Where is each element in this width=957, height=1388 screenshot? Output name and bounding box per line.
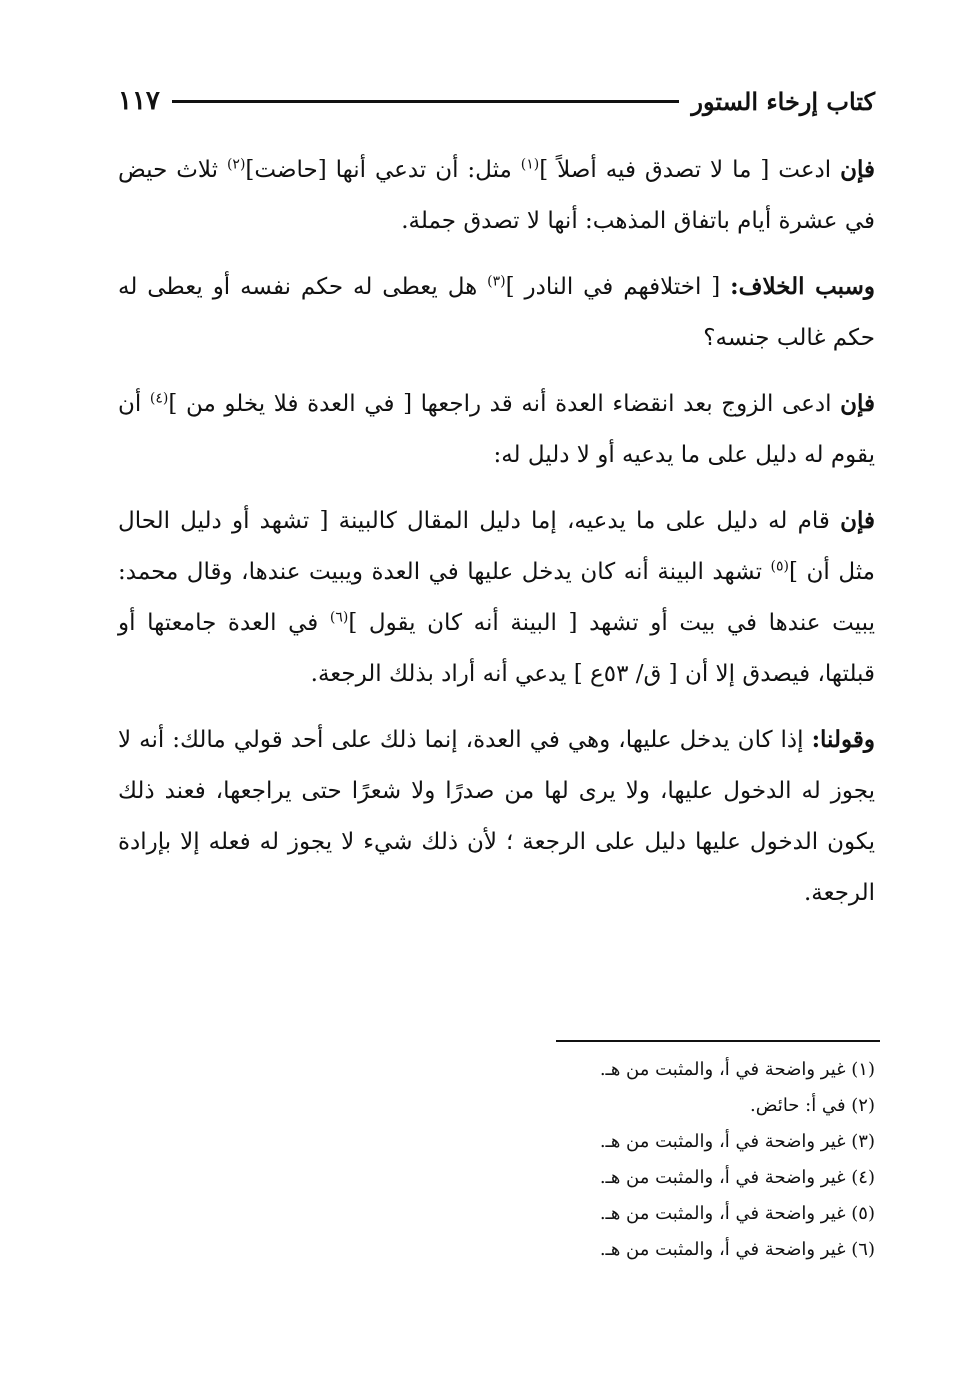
footnote-ref: (٣) xyxy=(487,273,506,290)
paragraph-text: [ اختلافهم في النادر ] xyxy=(505,274,731,300)
page-number: ١١٧ xyxy=(118,86,160,116)
header-rule xyxy=(172,100,679,103)
paragraph-5 xyxy=(118,714,875,919)
footnote-ref: (٢) xyxy=(226,156,246,173)
paragraph-4 xyxy=(118,495,875,700)
paragraph-text: في العدة جامعتها أو قبلتها، فيصدق إلا أن [ ق/ ٥٣ع ] يدعي أنه أراد بذلك الرجعة. xyxy=(118,610,875,687)
paragraph-text: تشهد البينة أنه كان يدخل عليها في العدة ويبيت عندها، وقال محمد: يبيت عندها في بيت أو تشهد [ البينة أنه كان يقول ] xyxy=(118,559,875,636)
footnote-5: (٥) غير واضحة في أ، والمثبت من هـ. xyxy=(599,1203,875,1224)
main-text xyxy=(118,144,875,933)
paragraph-text: إذا كان يدخل عليها، وهي في العدة، إنما ذلك على أحد قولي مالك: أنه لا يجوز له الدخول عليها، ولا يرى لها من صدرًا ولا شعرًا حتى يراجعها، فعند ذلك يكون الدخول عليها دليل على الرجعة ؛ لأن ذلك شيء لا يجوز له فعله إلا بإرادة الرجعة. xyxy=(118,727,875,906)
paragraph-text: ادعى الزوج بعد انقضاء العدة أنه قد راجعها [ في العدة فلا يخلو من ] xyxy=(168,391,841,417)
paragraph-lead: فإن xyxy=(840,507,875,534)
paragraph-3 xyxy=(118,378,875,481)
paragraph-text: أن يقوم له دليل على ما يدعيه أو لا دليل له: xyxy=(118,391,875,468)
paragraph-lead: فإن xyxy=(840,156,875,183)
paragraph-2 xyxy=(118,261,875,364)
footnote-6: (٦) غير واضحة في أ، والمثبت من هـ. xyxy=(599,1239,875,1260)
footnote-1: (١) غير واضحة في أ، والمثبت من هـ. xyxy=(599,1059,875,1080)
paragraph-lead: وسبب الخلاف: xyxy=(730,273,875,300)
footnote-4: (٤) غير واضحة في أ، والمثبت من هـ. xyxy=(599,1167,875,1188)
footnote-2: (٢) في أ: حائض. xyxy=(750,1095,875,1116)
paragraph-text: قام له دليل على ما يدعيه، إما دليل المقال كالبينة [ تشهد أو دليل الحال مثل أن ] xyxy=(118,508,875,585)
footnote-ref: (٤) xyxy=(149,390,169,407)
paragraph-lead: وقولنا: xyxy=(811,726,875,753)
paragraph-text: ثلاث حيض في عشرة أيام باتفاق المذهب: أنها لا تصدق جملة. xyxy=(118,157,875,234)
footnote-3: (٣) غير واضحة في أ، والمثبت من هـ. xyxy=(599,1131,875,1152)
footnote-ref: (٦) xyxy=(329,609,349,626)
running-header xyxy=(118,78,875,124)
footnotes xyxy=(118,1052,875,1268)
footnote-ref: (٥) xyxy=(770,558,790,575)
paragraph-1 xyxy=(118,144,875,247)
header-title: كتاب إرخاء الستور xyxy=(691,86,875,116)
paragraph-lead: فإن xyxy=(840,390,875,417)
paragraph-text: مثل: أن تدعي أنها [حاضت] xyxy=(245,157,521,183)
paragraph-text: ادعت [ ما لا تصدق فيه أصلاً ] xyxy=(539,157,841,183)
footnote-separator xyxy=(556,1040,880,1042)
paragraph-text: هل يعطى له حكم نفسه أو يعطى له حكم غالب جنسه؟ xyxy=(118,274,875,351)
footnote-ref: (١) xyxy=(520,156,540,173)
